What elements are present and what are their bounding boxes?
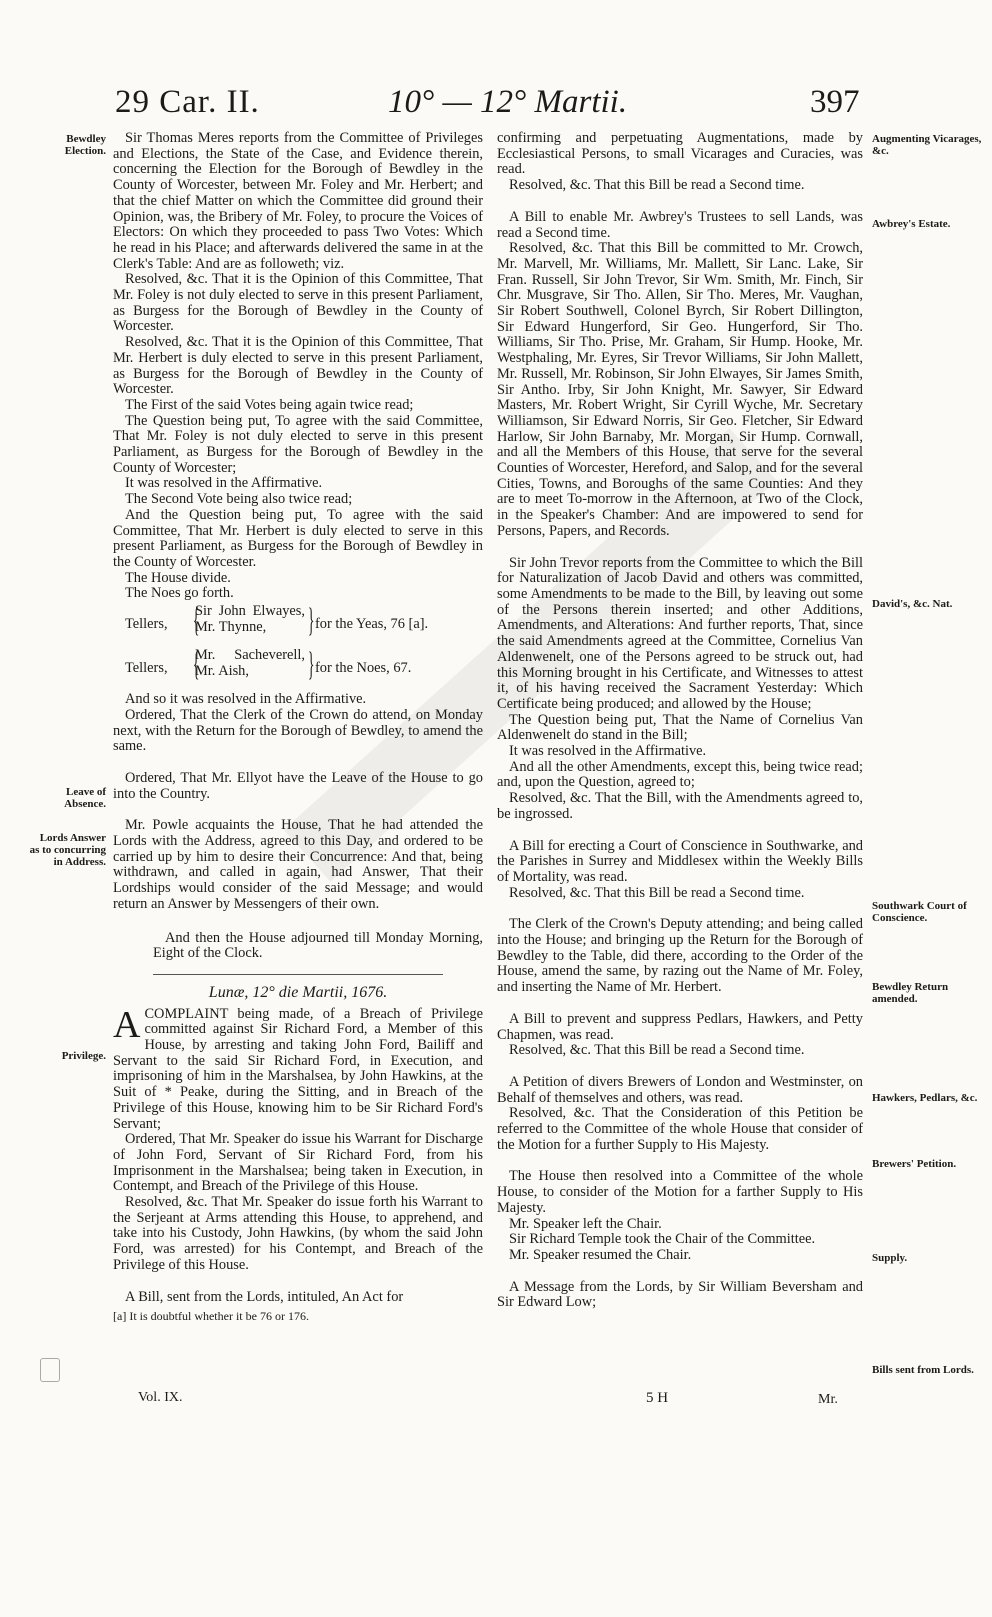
brace: } xyxy=(307,646,315,684)
paragraph: The Clerk of the Crown's Deputy attending; and being called into the House; and bringing up the Return for the Borough of Bewdley to the Table, did there, according to the Order of the House, amend the same, by razing out the Name of Mr. Foley, and inserting the Name of Mr. Herbert. xyxy=(497,916,863,996)
paragraph: A Bill for erecting a Court of Conscience in Southwarke, and the Parishes in Surrey and Middlesex within the Weekly Bills of Mortality, was read. xyxy=(497,837,863,885)
paragraph: Resolved, &c. That it is the Opinion of this Committee, That Mr. Herbert is duly elected to serve in this present Parliament, as Burgess for the Borough of Bewdley in the County of Worcester. xyxy=(113,334,483,398)
tellers-yeas xyxy=(125,604,483,646)
signature-mark: 5 H xyxy=(646,1390,669,1406)
tellers-noes xyxy=(125,648,483,690)
paragraph: A Petition of divers Brewers of London and Westminster, on Behalf of themselves and others, was read. xyxy=(497,1073,863,1106)
margin-note-supply: Supply. xyxy=(872,1252,908,1264)
page-number: 397 xyxy=(810,84,860,120)
paragraph: And the Question being put, To agree with the said Committee, That Mr. Herbert is duly elected to serve in this present Parliament, as Burgess for the Borough of Bewdley in the County of Worcester. xyxy=(113,506,483,570)
dateline: Lunæ, 12° die Martii, 1676. xyxy=(208,983,388,1001)
margin-note-bewdley: Bewdley Election. xyxy=(64,133,106,157)
margin-note-bills: Bills sent from Lords. xyxy=(872,1364,974,1376)
paragraph: The House divide. xyxy=(125,569,231,586)
footnote: [a] It is doubtful whether it be 76 or 176. xyxy=(113,1309,309,1324)
paragraph: The Second Vote being also twice read; xyxy=(125,491,353,508)
paragraph: A Bill, sent from the Lords, intituled, An Act for xyxy=(125,1288,404,1305)
paragraph: A Bill to enable Mr. Awbrey's Trustees to sell Lands, was read a Second time. xyxy=(497,208,863,241)
tellers-label: Tellers, xyxy=(125,660,168,677)
margin-note-brewers: Brewers' Petition. xyxy=(872,1158,957,1170)
left-column xyxy=(113,131,483,1325)
paragraph: Sir John Trevor reports from the Committee to which the Bill for Naturalization of Jacob David and others was committed, some Amendments to be made to the Bill, by leaving out some of the Persons therein inserted; and other Additions, Amendments, and Alterations: And further reports, That, since the said Amendments agreed at the Committee, Cornelius Van Aldenwenelt, one of the Persons agreed to be struck out, had this Morning brought in his Certificate, and Witnesses to attest it, of his having received the Sacrament Yesterday: Which Certificate being produced; and allowed by the House; xyxy=(497,554,863,712)
right-column xyxy=(497,131,863,1311)
tellers-label: Tellers, xyxy=(125,616,168,633)
paragraph: Resolved, &c. That this Bill be read a Second time. xyxy=(509,177,805,194)
paragraph: Sir Richard Temple took the Chair of the Committee. xyxy=(509,1231,816,1248)
paragraph: A Message from the Lords, by Sir William Beversham and Sir Edward Low; xyxy=(497,1278,863,1311)
paragraph: It was resolved in the Affirmative. xyxy=(125,475,323,492)
paragraph: Resolved, &c. That the Bill, with the Amendments agreed to, be ingrossed. xyxy=(497,790,863,822)
margin-note-southwark: Southwark Court of Conscience. xyxy=(872,900,967,924)
paragraph: Resolved, &c. That this Bill be read a Second time. xyxy=(509,1042,805,1059)
margin-note-leave: Leave of Absence. xyxy=(64,786,106,810)
paragraph: Ordered, That Mr. Speaker do issue his Warrant for Discharge of John Ford, Servant of Sir Richard Ford, from his Imprisonment in the Marshalsea; being taken in Execution, in Contempt, and Breach of the Privilege of this House. xyxy=(113,1131,483,1195)
paragraph: And all the other Amendments, except this, being twice read; and, upon the Question, agreed to; xyxy=(497,758,863,791)
paragraph: A Bill to prevent and suppress Pedlars, Hawkers, and Petty Chapmen, was read. xyxy=(497,1010,863,1043)
brace: } xyxy=(307,602,315,640)
paragraph: The House then resolved into a Committee of the whole House, to consider of the Motion for a farther Supply to His Majesty. xyxy=(497,1168,863,1216)
paragraph: It was resolved in the Affirmative. xyxy=(509,743,707,760)
paragraph: The First of the said Votes being again twice read; xyxy=(125,396,414,413)
paragraph: The Question being put, That the Name of Cornelius Van Aldenwenelt do stand in the Bill; xyxy=(497,711,863,744)
drop-cap: A xyxy=(113,1003,141,1046)
paragraph: Resolved, &c. That Mr. Speaker do issue forth his Warrant to the Serjeant at Arms attending this House, to apprehend, and take into his Custody, John Hawkins, (by whom the said John Ford, was arrested) for his Contempt, and Breach of the Privilege of this House. xyxy=(113,1194,483,1273)
running-head-left: 29 Car. II. xyxy=(115,84,260,120)
tellers-names: Sir John Elwayes, Mr. Thynne, xyxy=(195,603,305,635)
paragraph: Resolved, &c. That this Bill be committed to Mr. Crowch, Mr. Marvell, Mr. Williams, Mr. Mallett, Sir Lanc. Lake, Sir Fran. Russell, Sir John Trevor, Sir Wm. Smith, Mr. Finch, Sir Chr. Musgrave, Sir Tho. Allen, Sir Tho. Meres, Mr. Vaughan, Sir Robert Southwell, Colonel Byrch, Sir Robert Dillington, Sir Edward Hungerford, Sir Geo. Hungerford, Sir Tho. Williams, Sir Tho. Prise, Mr. Graham, Sir Hump. Hooke, Mr. Westphaling, Mr. Eyres, Sir Trevor Williams, Sir John Mallett, Mr. Russell, Mr. Robinson, Sir John Elwayes, Sir James Smith, Sir Antho. Irby, Sir John Knight, Mr. Sawyer, Sir Edward Masters, Mr. Robert Wright, Sir Cyrill Wyche, Mr. Secretary Williamson, Sir Edward Norris, Sir Geo. Fletcher, Sir Edward Harlow, Sir John Barnaby, Mr. Morgan, Sir Hump. Cornwall, and all the Members of this House, that serve for the several Counties of Worcester, Hereford, and Salop, and for the several Cities, Towns, and Boroughs of the same Counties: And they are to meet To-morrow in the Afternoon, at Two of the Clock, in the Speaker's Chamber: And are impowered to send for Persons, Papers, and Records. xyxy=(497,240,863,539)
tellers-names: Mr. Sacheverell, Mr. Aish, xyxy=(195,647,305,679)
paragraph: COMPLAINT being made, of a Breach of Privilege committed against Sir Richard Ford, a Member of this House, by arresting and taking John Ford, Bailiff and Servant to the said Sir Richard Ford, in Execution, and imprisoning of him in the Marshalsea, by John Hawkins, at the Suit of * Peake, during the Sitting, and in Breach of the Privilege of this House, knowing him to be Sir Richard Ford's Servant; xyxy=(113,1005,483,1132)
paragraph: confirming and perpetuating Augmentations, made by Ecclesiastical Persons, to small Vicarages and Curacies, was read. xyxy=(497,130,863,178)
library-stamp-icon xyxy=(40,1358,60,1382)
adjournment: And then the House adjourned till Monday Morning, Eight of the Clock. xyxy=(153,929,483,962)
paragraph: Resolved, &c. That it is the Opinion of this Committee, That Mr. Foley is not duly elected to serve in this present Parliament, as Burgess for the Borough of Bewdley in the County of Worcester. xyxy=(113,271,483,335)
tellers-vote: for the Noes, 67. xyxy=(315,660,412,677)
margin-note-hawkers: Hawkers, Pedlars, &c. xyxy=(872,1092,978,1104)
brace: { xyxy=(192,646,200,684)
paragraph: Sir Thomas Meres reports from the Committee of Privileges and Elections, the State of the Case, and Evidence therein, concerning the Election for the Borough of Bewdley in the County of Worcester, between Mr. Foley and Mr. Herbert; and that the chief Matter on which the Committee did ground their Opinion, was, the Bribery of Mr. Foley, to procure the Voices of Electors: On which they proceeded to pass Two Votes: Which he read in his Place; and afterwards delivered the same in at the Clerk's Table: And are as followeth; viz. xyxy=(113,130,483,272)
margin-note-bewdley-return: Bewdley Return amended. xyxy=(872,981,949,1005)
paragraph: Ordered, That the Clerk of the Crown do attend, on Monday next, with the Return for the Borough of Bewdley, to amend the same. xyxy=(113,706,483,755)
paragraph: Mr. Speaker resumed the Chair. xyxy=(509,1247,692,1263)
margin-note-privilege: Privilege. xyxy=(61,1050,106,1062)
margin-note-augmenting: Augmenting Vicarages, &c. xyxy=(872,133,982,157)
tellers-vote: for the Yeas, 76 [a]. xyxy=(315,616,429,633)
brace: { xyxy=(192,602,200,640)
catchword: Mr. xyxy=(818,1392,838,1407)
margin-note-lords: Lords Answer as to concurring in Address. xyxy=(29,832,106,868)
paragraph: Resolved, &c. That the Consideration of this Petition be referred to the Committee of the whole House that consider of the Motion for a further Supply to His Majesty. xyxy=(497,1105,863,1153)
paragraph: Mr. Speaker left the Chair. xyxy=(509,1215,662,1232)
running-head-date: 10° — 12° Martii. xyxy=(388,84,628,120)
paragraph: The Noes go forth. xyxy=(125,585,234,602)
paragraph: And so it was resolved in the Affirmative. xyxy=(125,691,367,708)
margin-note-david: David's, &c. Nat. xyxy=(872,598,953,610)
paragraph: Resolved, &c. That this Bill be read a Second time. xyxy=(509,884,805,901)
paragraph: Mr. Powle acquaints the House, That he had attended the Lords with the Address, agreed to this Day, and ordered to be carried up by him to desire their Concurrence: And that, being withdrawn, and called in again, had Answer, That their Lordships would consider of the said Message; and would return an Answer by Messengers of their own. xyxy=(113,817,483,912)
divider xyxy=(153,974,443,975)
margin-note-awbrey: Awbrey's Estate. xyxy=(872,218,951,230)
volume-label: Vol. IX. xyxy=(138,1390,183,1405)
paragraph: The Question being put, To agree with the said Committee, That Mr. Foley is not duly elected to serve in this present Parliament, as Burgess for the Borough of Bewdley in the County of Worcester; xyxy=(113,412,483,476)
paragraph: Ordered, That Mr. Ellyot have the Leave of the House to go into the Country. xyxy=(113,769,483,802)
